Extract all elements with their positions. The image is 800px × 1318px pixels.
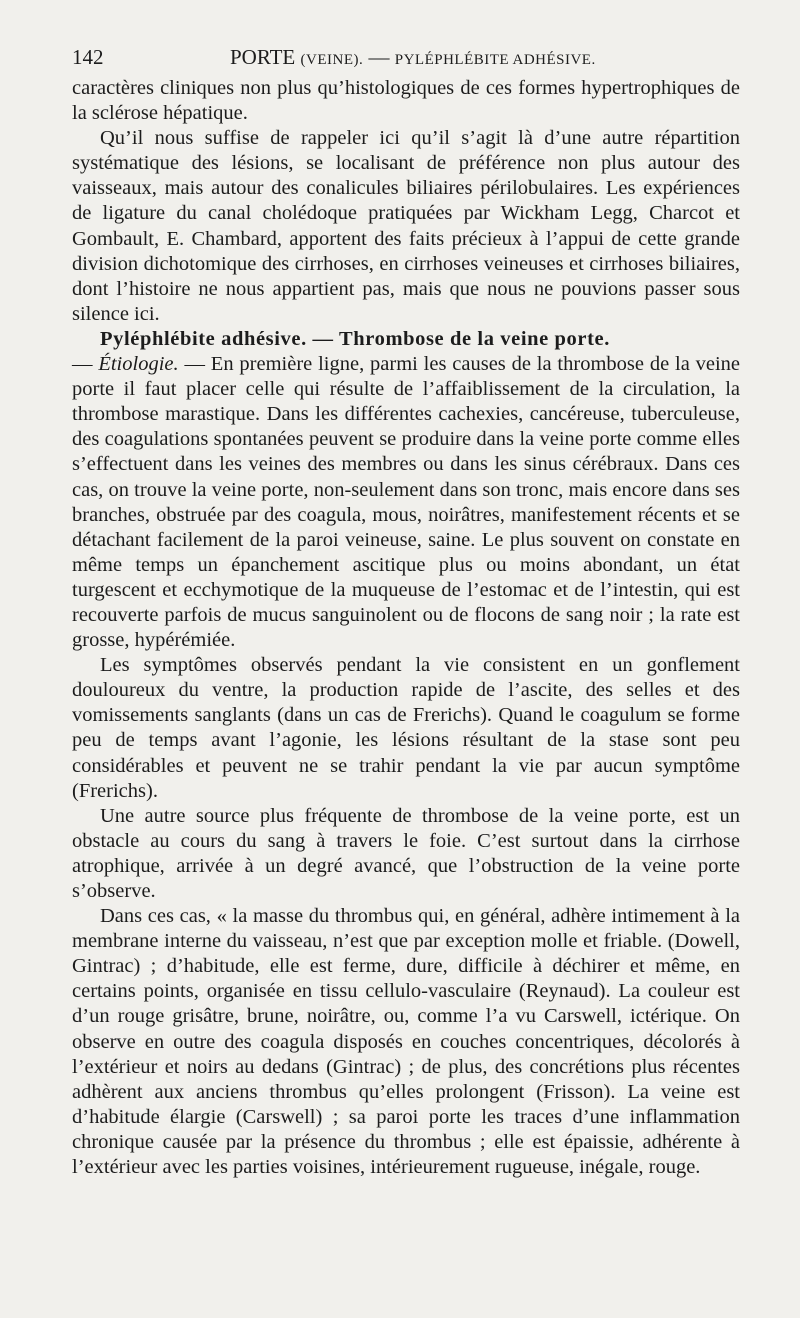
paragraph-1: caractères cliniques non plus qu’histologiques de ces formes hypertrophiques de la sclérose hépatique. xyxy=(72,77,740,125)
etiology-prefix: — xyxy=(72,353,93,376)
etiology-label: Étiologie. xyxy=(98,353,179,376)
page-number: 142 xyxy=(72,45,104,69)
running-header xyxy=(72,40,740,74)
paragraph-3 xyxy=(72,352,740,653)
running-title-main: PORTE xyxy=(230,45,296,69)
running-title-sub: PYLÉPHLÉBITE ADHÉSIVE. xyxy=(394,52,596,68)
paragraph-5: Une autre source plus fréquente de thrombose de la veine porte, est un obstacle au cours du sang à travers le foie. C’est surtout dans la cirrhose atrophique, arrivée à un degré avancé, que l’obstruction de la veine porte s’observe. xyxy=(72,804,740,902)
body-text xyxy=(72,76,740,1180)
running-title-paren: (VEINE). xyxy=(300,52,364,68)
paragraph-6: Dans ces cas, « la masse du thrombus qui, en général, adhère intimement à la membrane interne du vaisseau, n’est que par exception molle et friable. (Dowell, Gintrac) ; d’habitude, elle est ferme, dure, difficile à déchirer et même, en certains points, organisée en tissu cellulo-vasculaire (Reynaud). La couleur est d’un rouge grisâtre, brune, noirâtre, ou, comme l’a vu Carswell, ictérique. On observe en outre des coagula disposés en couches concentriques, décolorés à l’extérieur et noirs au dedans (Gintrac) ; de plus, des concrétions plus récentes adhèrent aux anciens thrombus qu’elles prolongent (Frisson). La veine est d’habitude élargie (Carswell) ; sa paroi porte les traces d’une inflammation chronique causée par la présence du thrombus ; elle est épaissie, adhérente à l’extérieur avec les parties voisines, intérieurement rugueuse, inégale, rouge. xyxy=(72,905,740,1179)
paragraph-3-text: — En première ligne, parmi les causes de la thrombose de la veine porte il faut placer celle qui résulte de l’affaiblissement de la circulation, la thrombose marastique. Dans les différentes cachexies, cancéreuse, tuberculeuse, des coagulations spontanées peuvent se produire dans la veine porte comme elles s’effectuent dans les veines des membres ou dans les sinus cérébraux. Dans ces cas, on trouve la veine porte, non-seulement dans son tronc, mais encore dans ses branches, obstruée par des coagula, mous, noirâtres, manifestement récents et se détachant facilement de la paroi veineuse, saine. Le plus souvent on constate en même temps un épanchement ascitique plus ou moins abondant, un état turgescent et ecchymotique de la muqueuse de l’estomac et de l’intestin, qui est recouverte parfois de mucus sanguinolent ou de flocons de sang noir ; la rate est grosse, hypérémiée. xyxy=(72,353,741,652)
running-title-dash: — xyxy=(368,45,390,69)
paragraph-2: Qu’il nous suffise de rappeler ici qu’il s’agit là d’une autre répartition systématique des lésions, se localisant de préférence non plus autour des vaisseaux, mais autour des conalicules biliaires périlobulaires. Les expériences de ligature du canal cholédoque pratiquées par Wickham Legg, Charcot et Gombault, E. Chambard, apportent des faits précieux à l’appui de cette grande division dichotomique des cirrhoses, en cirrhoses veineuses et cirrhoses biliaires, dont l’histoire ne nous appartient pas, mais que nous ne pouvions passer sous silence ici. xyxy=(72,127,740,325)
running-title xyxy=(230,40,596,77)
section-heading: Pyléphlébite adhésive. — Thrombose de la veine porte. xyxy=(100,327,610,350)
paragraph-4: Les symptômes observés pendant la vie consistent en un gonflement douloureux du ventre, la production rapide de l’ascite, des selles et des vomissements sanglants (dans un cas de Frerichs). Quand le coagulum se forme peu de temps avant l’agonie, les lésions résultant de la stase sont peu considérables et peuvent ne se trahir pendant la vie par aucun symptôme (Frerichs). xyxy=(72,654,740,802)
